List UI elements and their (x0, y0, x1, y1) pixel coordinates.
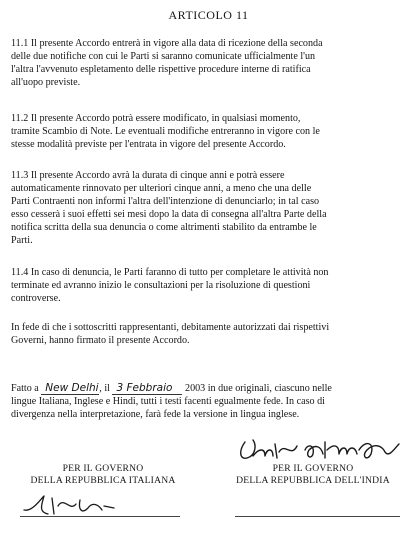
text-line: all'uopo previste. (11, 77, 81, 88)
paragraph-11-4 (11, 266, 409, 305)
signatory-line1: PER IL GOVERNO (62, 463, 144, 474)
signatory-line2: DELLA REPUBBLICA DELL'INDIA (236, 475, 390, 486)
text-line: l'altra l'avvenuto espletamento delle rispettive procedure interne di ratifica (11, 64, 311, 75)
text-line: Governi, hanno firmato il presente Accordo. (11, 335, 190, 346)
closing-il: , il (99, 383, 110, 394)
signature-line-india (235, 516, 400, 517)
text-line: 11.3 Il presente Accordo avrà la durata di cinque anni e potrà essere (11, 170, 285, 181)
text-line: notifica scritta della sua denuncia o come altrimenti stabilito da entrambe le (11, 222, 317, 233)
signatory-line1: PER IL GOVERNO (272, 463, 354, 474)
signature-line-italy (20, 516, 180, 517)
text-line: Parti Contraenti non informi l'altra dell'intenzione di denunciarlo; in tal caso (11, 196, 320, 207)
place-handwritten: New Delhi (41, 383, 99, 395)
text-line: 11.1 Il presente Accordo entrerà in vigore alla data di ricezione della seconda (11, 38, 323, 49)
text-line: Parti. (11, 235, 33, 246)
text-line: lingue Italiana, Inglese e Hindi, tutti i testi facenti egualmente fede. In caso di (11, 396, 325, 407)
paragraph-in-fede (11, 321, 409, 347)
text-line: In fede di che i sottoscritti rappresentanti, debitamente autorizzati dai rispettivi (11, 322, 330, 333)
paragraph-11-2 (11, 112, 409, 151)
paragraph-11-1 (11, 37, 409, 89)
text-line: delle due notifiche con cui le Parti si saranno comunicate ufficialmente l'un (11, 51, 316, 62)
text-line: stesse modalità previste per l'entrata in vigore del presente Accordo. (11, 139, 286, 150)
signatory-india (215, 463, 411, 487)
text-line: 11.4 In caso di denuncia, le Parti faranno di tutto per completare le attività non (11, 267, 329, 278)
text-line: controverse. (11, 293, 61, 304)
text-line: divergenza nella interpretazione, farà fede la versione in lingua inglese. (11, 409, 300, 420)
signatory-italy (8, 463, 198, 487)
signatory-line2: DELLA REPUBBLICA ITALIANA (30, 475, 176, 486)
text-line: terminate ed avranno inizio le consultazioni per la risoluzione di questioni (11, 280, 311, 291)
closing-after-date: 2003 in due originali, ciascuno nelle (185, 383, 332, 394)
closing-prefix: Fatto a (11, 383, 39, 394)
signature-india-image (235, 436, 405, 466)
article-title: ARTICOLO 11 (168, 8, 249, 22)
closing-paragraph (11, 382, 409, 421)
text-line: 11.2 Il presente Accordo potrà essere modificato, in qualsiasi momento, (11, 113, 301, 124)
closing-line-1 (11, 382, 409, 395)
text-line: esso cesserà i suoi effetti sei mesi dopo la data di consegna all'altra Parte della (11, 209, 327, 220)
text-line: tramite Scambio di Note. Le eventuali modifiche entreranno in vigore con le (11, 126, 320, 137)
paragraph-11-3 (11, 169, 409, 247)
text-line: automaticamente rinnovato per ulteriori cinque anni, a meno che una delle (11, 183, 312, 194)
date-handwritten: 3 Febbraio (112, 383, 182, 395)
